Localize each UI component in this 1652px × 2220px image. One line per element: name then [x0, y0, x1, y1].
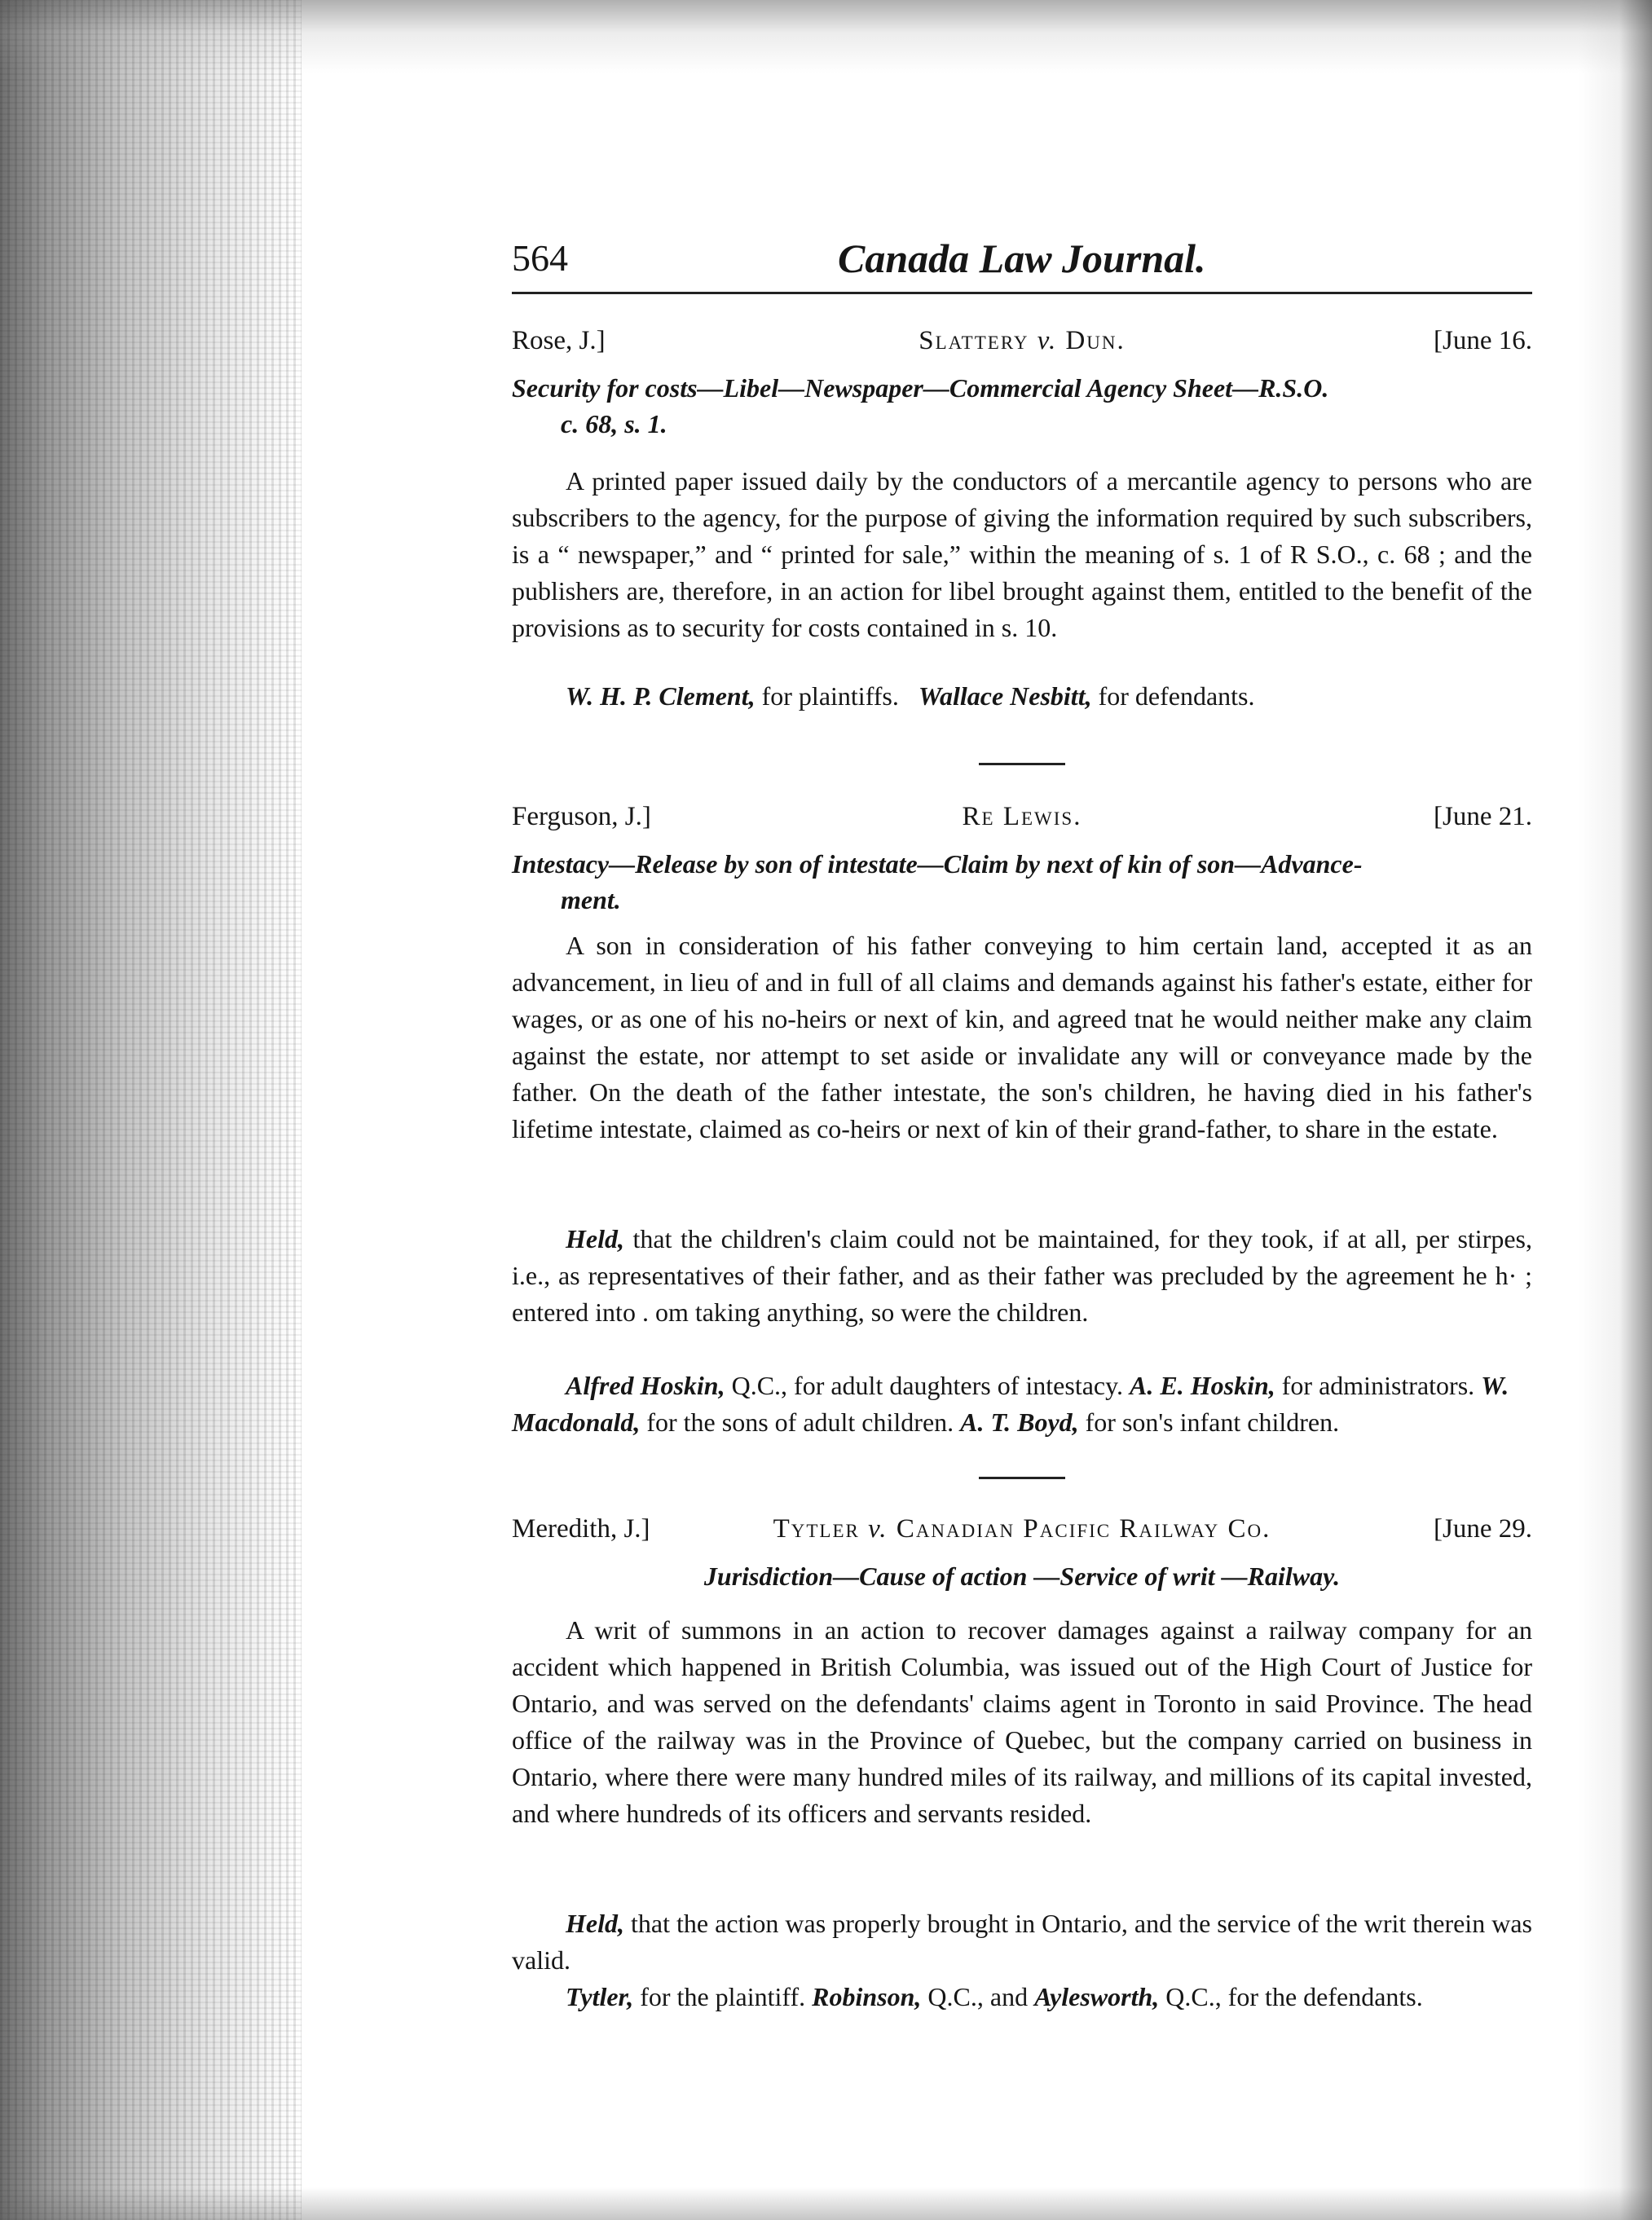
case-held: Held, that the action was properly brought in Ontario, and the service of the writ therein was valid.: [512, 1909, 1532, 1975]
case-counsel: W. H. P. Clement, for plaintiffs. Wallace Nesbitt, for defendants.: [566, 681, 1255, 711]
journal-title: Canada Law Journal.: [838, 236, 1206, 281]
case-judge: Rose, J.]: [512, 326, 606, 355]
case-heading-re-lewis: [512, 802, 1532, 839]
case-counsel: Alfred Hoskin, Q.C., for adult daughters of intestacy. A. E. Hoskin, for administrators. W. Macdonald, for the sons of adult children. A. T. Boyd, for son's infant children.: [512, 1371, 1509, 1437]
page-number: 564: [512, 237, 568, 279]
case-body: A son in consideration of his father conveying to him certain land, accepted it as an advancement, in lieu of and in full of all claims and demands against his father's estate, either for wages, or as one of his no-heirs or next of kin, and agreed tnat he would neither make any claim against the estate, nor attempt to set aside or invalidate any will or conveyance made by the father. On the death of the father intestate, the son's children, he having died in his father's lifetime intestate, claimed as co-heirs or next of kin of their grand-father, to share in the estate.: [512, 931, 1532, 1143]
header-rule: [512, 292, 1532, 294]
case-heading-slattery: [512, 326, 1532, 363]
section-separator: [979, 763, 1065, 765]
case-body: A printed paper issued daily by the conductors of a mercantile agency to persons who are subscribers to the agency, for the purpose of giving the information required by such subscribers, is a “ newspaper,” and “ printed for sale,” within the meaning of s. 1 of R S.O., c. 68 ; and the publishers are, therefore, in an action for libel brought against them, entitled to the benefit of the provisions as to security for costs contained in s. 10.: [512, 466, 1532, 642]
scan-bottom-edge: [0, 2187, 1652, 2220]
scan-right-edge: [1579, 0, 1652, 2220]
case-date: [June 21.: [1434, 802, 1532, 831]
case-parties: Slattery v. Dun.: [919, 326, 1126, 355]
case-body: A writ of summons in an action to recover damages against a railway company for an accident which happened in British Columbia, was issued out of the High Court of Justice for Ontario, and was served on the defendants' claims agent in Toronto in said Province. The head office of the railway was in the Province of Quebec, but the company carried on business in Ontario, where there were many hundred miles of its railway, and millions of its capital invested, and where hundreds of its officers and servants resided.: [512, 1615, 1532, 1828]
scan-left-edge: [0, 0, 302, 2220]
journal-page: [512, 235, 1532, 2191]
running-head: [512, 235, 1532, 300]
case-parties: Re Lewis.: [962, 802, 1082, 831]
case-parties: Tytler v. Canadian Pacific Railway Co.: [773, 1514, 1271, 1544]
case-judge: Meredith, J.]: [512, 1514, 650, 1544]
section-separator: [979, 1477, 1065, 1479]
case-date: [June 16.: [1434, 326, 1532, 355]
case-heading-tytler: [512, 1514, 1532, 1552]
scan-top-edge: [0, 0, 1652, 73]
case-headnote: Intestacy—Release by son of intestate—Claim by next of kin of son—Advance- ment.: [512, 849, 1363, 914]
case-judge: Ferguson, J.]: [512, 802, 651, 831]
case-date: [June 29.: [1434, 1514, 1532, 1544]
case-headnote: Jurisdiction—Cause of action —Service of writ —Railway.: [703, 1561, 1341, 1591]
case-held: Held, that the children's claim could not be maintained, for they took, if at all, per stirpes, i.e., as representatives of their father, and as their father was precluded by the agreement he h· ; entered into . om taking anything, so were the children.: [512, 1224, 1532, 1327]
case-counsel: Tytler, for the plaintiff. Robinson, Q.C., and Aylesworth, Q.C., for the defendants.: [566, 1982, 1423, 2011]
case-headnote: Security for costs—Libel—Newspaper—Commercial Agency Sheet—R.S.O. c. 68, s. 1.: [512, 373, 1329, 438]
